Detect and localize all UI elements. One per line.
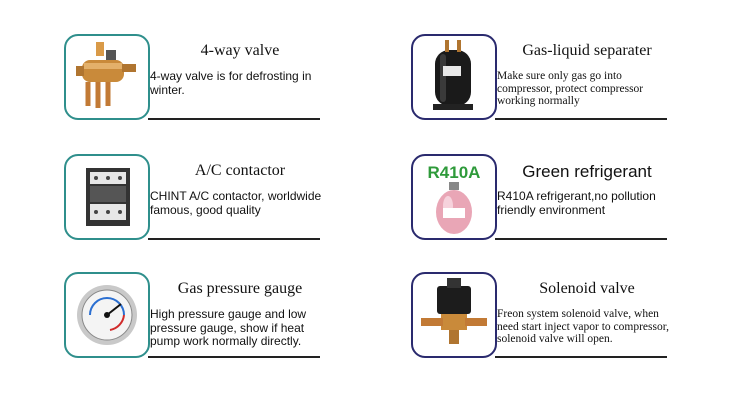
image-frame [411,154,497,240]
card-description: R410A refrigerant,no pollution friendly environment [497,189,656,217]
card-description: High pressure gauge and low pressure gauge, show if heat pump work normally directly. [150,307,307,348]
refrigerant-cylinder-icon [413,156,495,238]
four-way-valve-icon [66,36,148,118]
image-frame [64,34,150,120]
card-description: Make sure only gas go into compressor, protect compressor working normally [497,70,644,107]
feature-card-solenoid-valve [411,272,669,362]
card-underline [148,238,320,240]
refrigerant-badge: R410A [427,163,481,182]
card-title: Gas pressure gauge [177,280,303,297]
ac-contactor-icon [66,156,148,238]
solenoid-valve-icon [413,274,495,356]
feature-card-gas-pressure-gauge [64,272,314,362]
image-frame [411,272,497,358]
gas-liquid-separator-icon [413,36,495,118]
card-title: 4-way valve [200,42,280,59]
card-description: CHINT A/C contactor, worldwide famous, good quality [150,189,322,217]
card-description: 4-way valve is for defrosting in winter. [150,69,312,97]
card-underline [495,356,667,358]
card-title: Solenoid valve [539,280,635,297]
card-underline [495,238,667,240]
feature-card-gas-liquid-separator [411,34,661,124]
feature-card-green-refrigerant [411,154,661,244]
card-title: Green refrigerant [522,162,652,181]
card-underline [148,356,320,358]
card-description: Freon system solenoid valve, when need start inject vapor to compressor, solenoid valve will open. [497,308,669,345]
card-underline [495,118,667,120]
pressure-gauge-icon [66,274,148,356]
card-title: Gas-liquid separater [522,42,652,59]
image-frame [64,154,150,240]
card-title: A/C contactor [194,162,286,179]
image-frame [411,34,497,120]
image-frame [64,272,150,358]
feature-card-4-way-valve [64,34,314,124]
card-underline [148,118,320,120]
feature-card-ac-contactor [64,154,322,244]
